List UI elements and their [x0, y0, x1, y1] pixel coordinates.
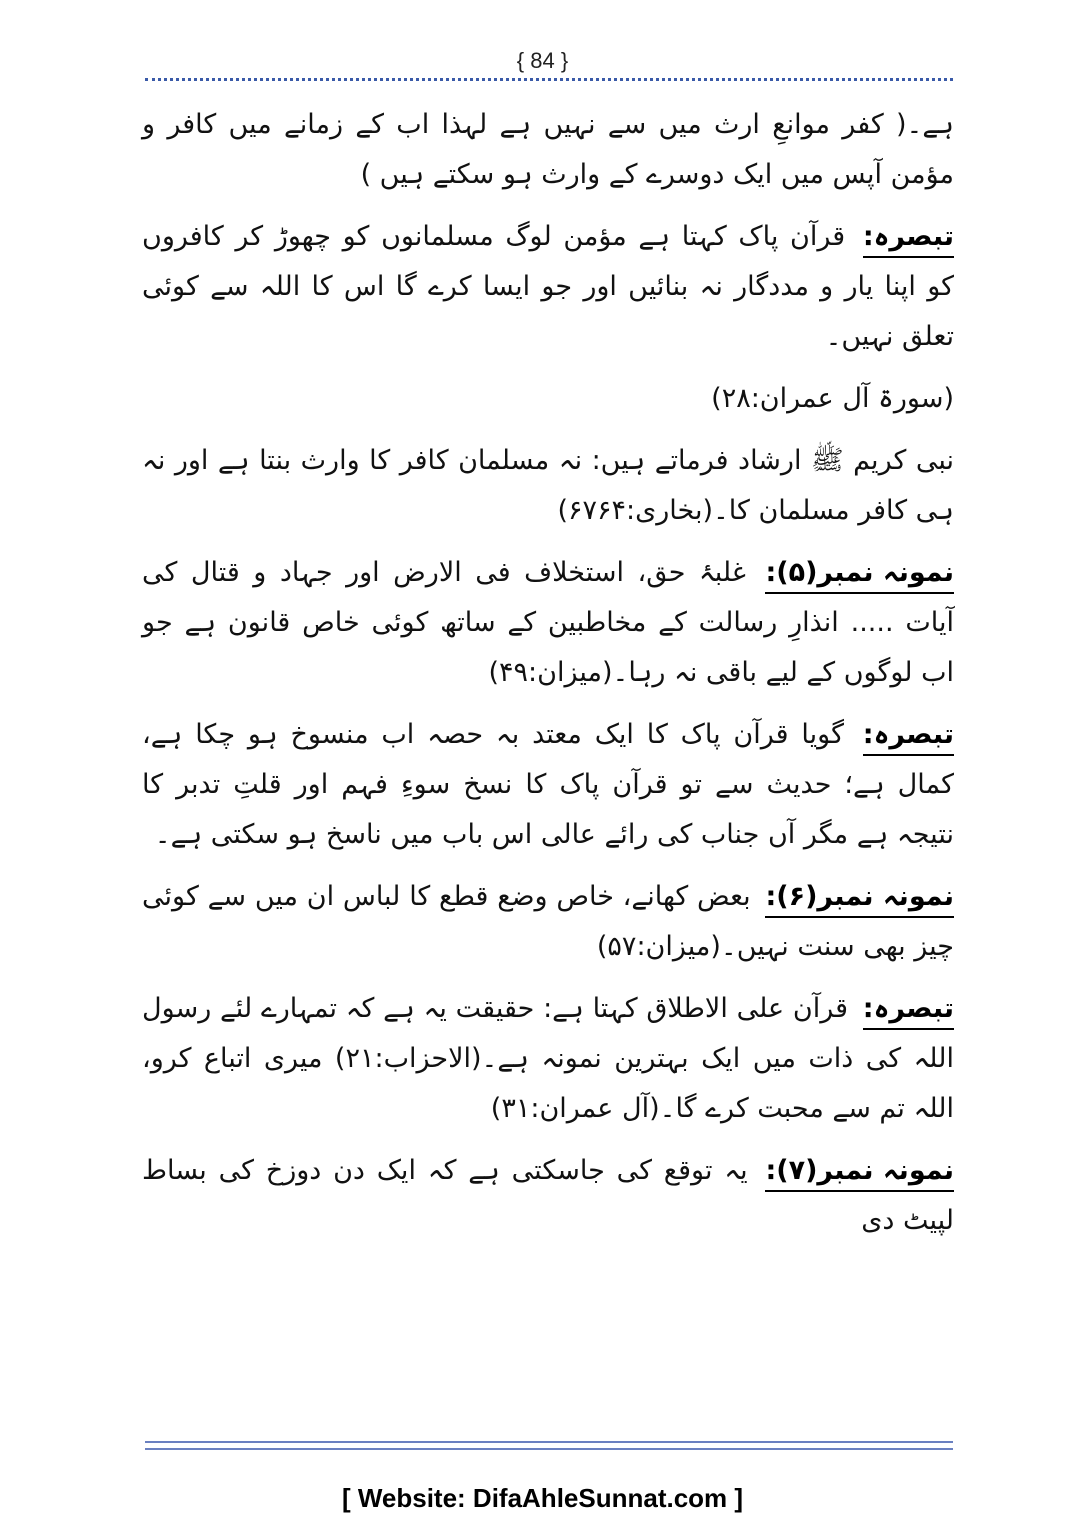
- paragraph-text: نبی کریم ﷺ ارشاد فرماتے ہیں: نہ مسلمان کافر کا وارث بنتا ہے اور نہ ہی کافر مسلمان کا۔(بخاری:۶۷۶۴): [142, 445, 954, 526]
- commentary-label: تبصرہ:: [863, 990, 954, 1030]
- paragraph-text: غلبۂ حق، استخلاف فی الارض اور جہاد و قتال کی آیات ..... انذارِ رسالت کے مخاطبین کے ساتھ کوئی خاص قانون ہے جو اب لوگوں کے لیے باقی نہ رہا۔(میزان:۴۹): [142, 557, 954, 688]
- paragraph-text: یہ توقع کی جاسکتی ہے کہ ایک دن دوزخ کی بساط لپیٹ دی: [142, 1155, 954, 1236]
- paragraph-4: [142, 436, 954, 536]
- paragraph-text: قرآن پاک کہتا ہے مؤمن لوگ مسلمانوں کو چھوڑ کر کافروں کو اپنا یار و مددگار نہ بنائیں اور جو ایسا کرے گا اس کا اللہ سے کوئی تعلق نہیں۔: [142, 221, 954, 352]
- top-dotted-rule: [145, 78, 953, 81]
- paragraph-text: گویا قرآن پاک کا ایک معتد بہ حصہ اب منسوخ ہو چکا ہے، کمال ہے؛ حدیث سے تو قرآن پاک کا نسخ سوءِ فہم اور قلتِ تدبر کا نتیجہ ہے مگر آں جناب کی رائے عالی اس باب میں ناسخ ہو سکتی ہے۔: [142, 719, 954, 850]
- paragraph-text: قرآن علی الاطلاق کہتا ہے: حقیقت یہ ہے کہ تمہارے لئے رسول اللہ کی ذات میں ایک بہترین نمونہ ہے۔(الاحزاب:۲۱) میری اتباع کرو، اللہ تم سے محبت کرے گا۔(آل عمران:۳۱): [142, 993, 954, 1124]
- paragraph-2: [142, 212, 954, 362]
- commentary-label: تبصرہ:: [863, 218, 954, 258]
- paragraph-8: [142, 984, 954, 1134]
- bottom-double-rule: [145, 1441, 953, 1450]
- paragraph-3: [142, 374, 954, 424]
- commentary-label: تبصرہ:: [863, 716, 954, 756]
- paragraph-7: [142, 872, 954, 972]
- paragraph-9: [142, 1146, 954, 1246]
- page-number: { 84 }: [516, 48, 569, 73]
- page-body: [142, 100, 954, 1258]
- paragraph-5: [142, 548, 954, 698]
- example-label: نمونہ نمبر(۷):: [765, 1152, 954, 1192]
- paragraph-6: [142, 710, 954, 860]
- example-label: نمونہ نمبر(۵):: [765, 554, 954, 594]
- website-footer: [ Website: DifaAhleSunnat.com ]: [341, 1483, 744, 1513]
- paragraph-text: ہے۔( کفر موانعِ ارث میں سے نہیں ہے لہذا اب کے زمانے میں کافر و مؤمن آپس میں ایک دوسرے کے وارث ہو سکتے ہیں ): [142, 109, 954, 190]
- reference-citation: (سورۃ آل عمران:۲۸): [711, 383, 954, 414]
- paragraph-text: بعض کھانے، خاص وضع قطع کا لباس ان میں سے کوئی چیز بھی سنت نہیں۔(میزان:۵۷): [142, 881, 954, 962]
- paragraph-1: [142, 100, 954, 200]
- example-label: نمونہ نمبر(۶):: [765, 878, 954, 918]
